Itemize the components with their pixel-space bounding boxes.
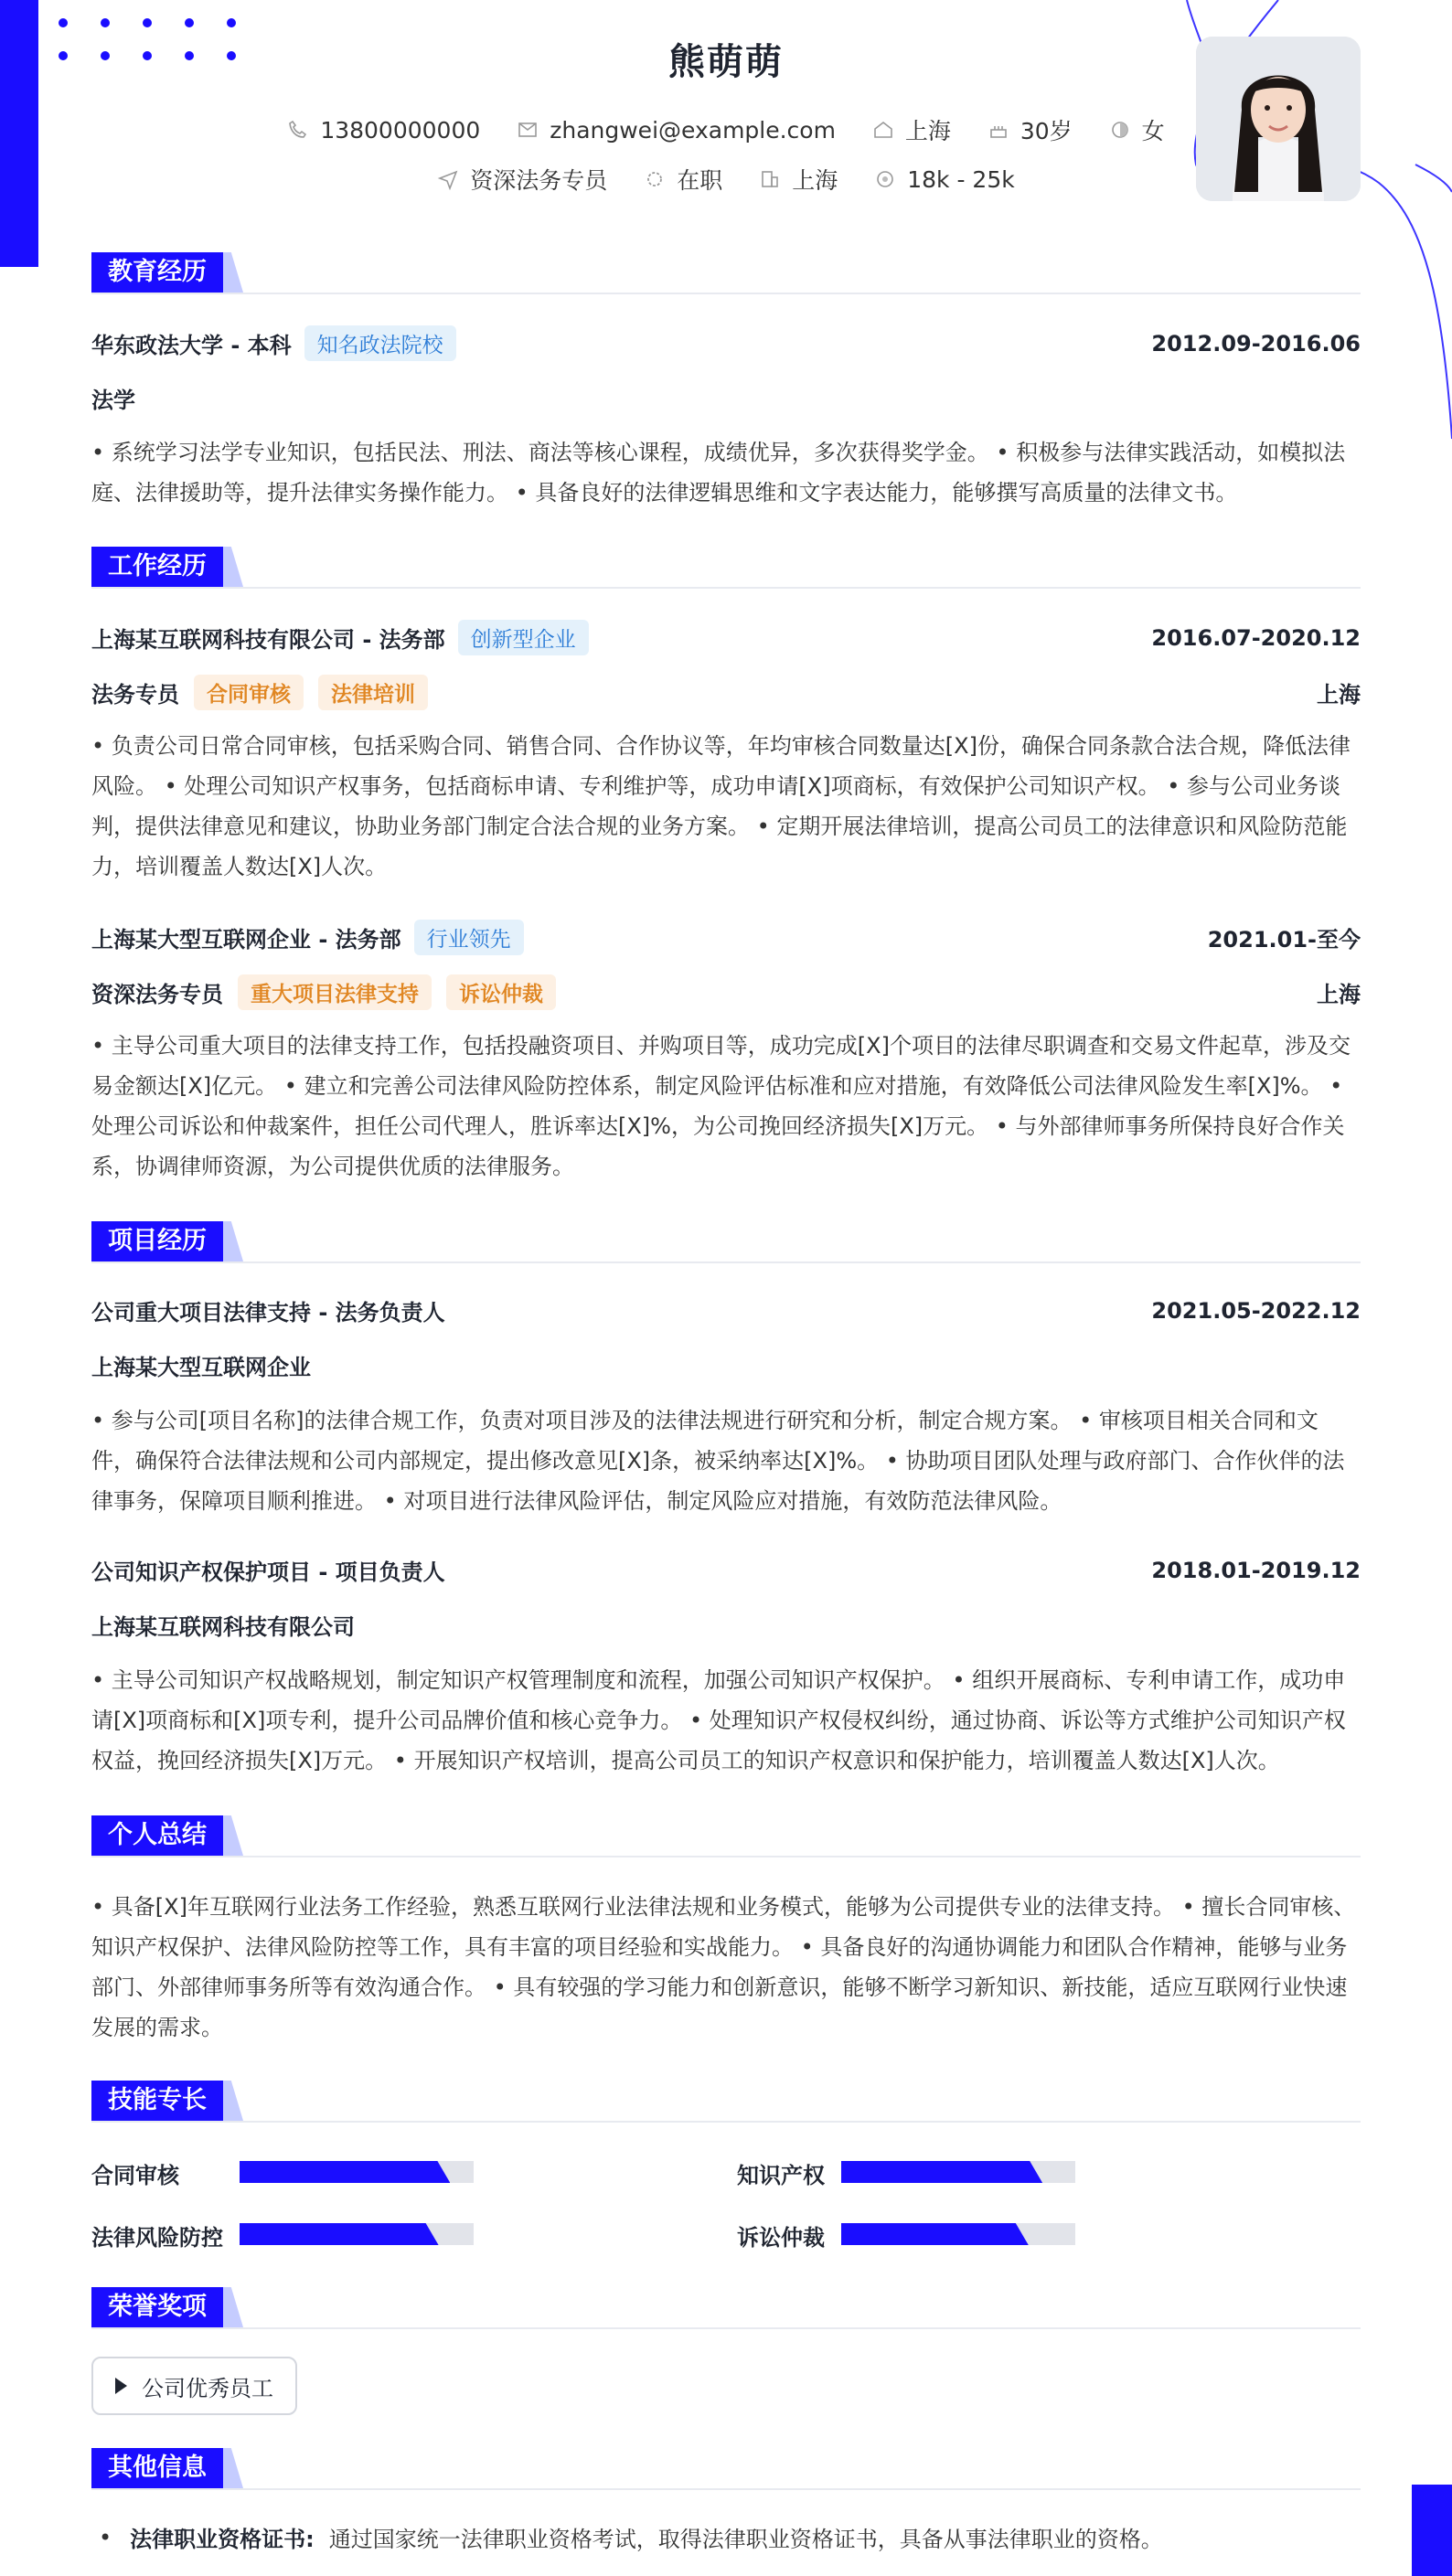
- work-2-header: [91, 920, 1361, 955]
- status-icon: [644, 168, 666, 190]
- section-divider: [91, 293, 1361, 294]
- gender-text: 女: [1141, 118, 1165, 144]
- project-date: 2021.05-2022.12: [1151, 1297, 1361, 1324]
- work-role: 法务专员: [91, 682, 179, 708]
- work-date: 2016.07-2020.12: [1151, 624, 1361, 651]
- skill-bar-fill: [240, 2161, 450, 2183]
- skill-bar-fill: [240, 2223, 439, 2245]
- skill-name: 知识产权: [737, 2163, 825, 2188]
- cake-icon: [988, 119, 1009, 141]
- project-title: 公司知识产权保护项目 - 项目负责人: [91, 1559, 445, 1585]
- work-2-description: • 主导公司重大项目的法律支持工作，包括投融资项目、并购项目等，成功完成[X]个项目的法律尽职调查和交易文件起草，涉及交易金额达[X]亿元。 • 建立和完善公司法律风险防控体系，制定风险评估标准和应对措施，有效降低公司法律风险发生率[X]%。 • 处理公司诉讼和仲裁案件，担任公司代理人，胜诉率达[X]%，为公司挽回经济损失[X]万元。 • 与外部律师事务所保持良好合作关系，协调律师资源，为公司提供优质的法律服务。: [91, 1033, 1351, 1179]
- email-text: zhangwei@example.com: [550, 116, 836, 144]
- school-tag: 知名政法院校: [304, 325, 456, 361]
- work-date: 2021.01-至今: [1207, 927, 1361, 953]
- phone-icon: [287, 119, 309, 141]
- honor-item: [91, 2357, 297, 2415]
- phone-item: [287, 117, 480, 144]
- role-tag: 重大项目法律支持: [238, 974, 432, 1010]
- education-description: • 系统学习法学专业知识，包括民法、刑法、商法等核心课程，成绩优异，多次获得奖学金。 • 积极参与法律实践活动，如模拟法庭、法律援助等，提升法律实务操作能力。 • 具备良好的法律逻辑思维和文字表达能力，能够撰写高质量的法律文书。: [91, 440, 1346, 506]
- project-1-org-row: [91, 1349, 1361, 1381]
- project-date: 2018.01-2019.12: [1151, 1557, 1361, 1583]
- project-2-org-row: [91, 1609, 1361, 1641]
- phone-text: 13800000000: [320, 116, 481, 144]
- skill-bar: [240, 2223, 474, 2245]
- education-major-row: [91, 382, 1361, 414]
- avatar: [1196, 37, 1361, 201]
- project-1-description: • 参与公司[项目名称]的法律合规工作，负责对项目涉及的法律法规进行研究和分析，制定合规方案。 • 审核项目相关合同和文件，确保符合法律法规和公司内部规定，提出修改意见[X]条，被采纳率达[X]%。 • 协助项目团队处理与政府部门、合作伙伴的法律事务，保障项目顺利推进。 • 对项目进行法律风险评估，制定风险应对措施，有效防范法律风险。: [91, 1408, 1345, 1514]
- project-org: 上海某大型互联网企业: [91, 1355, 311, 1380]
- target-city-item: [759, 163, 838, 196]
- section-divider: [91, 2488, 1361, 2490]
- company-tag: 行业领先: [414, 920, 524, 955]
- work-company: 上海某大型互联网企业 - 法务部: [91, 927, 401, 953]
- target-city-text: 上海: [792, 167, 838, 194]
- position-text: 资深法务专员: [470, 167, 608, 194]
- project-1-header: [91, 1294, 1361, 1326]
- mail-icon: [517, 119, 539, 141]
- position-item: [437, 163, 607, 196]
- work-city: 上海: [1317, 682, 1361, 708]
- skill-bar: [240, 2161, 474, 2183]
- skill-bar: [841, 2161, 1075, 2183]
- school-name: 华东政法大学 - 本科: [91, 333, 292, 358]
- age-item: [988, 113, 1073, 146]
- salary-icon: [874, 168, 896, 190]
- project-title: 公司重大项目法律支持 - 法务负责人: [91, 1300, 445, 1325]
- skill-name: 诉讼仲裁: [737, 2225, 825, 2251]
- education-major: 法学: [91, 388, 135, 413]
- skill-bar: [841, 2223, 1075, 2245]
- candidate-name: 熊萌萌: [668, 41, 784, 83]
- section-other-title: 其他信息: [91, 2448, 243, 2488]
- section-divider: [91, 2327, 1361, 2329]
- section-work-title: 工作经历: [91, 547, 243, 587]
- project-2-header: [91, 1554, 1361, 1586]
- work-1-role-row: [91, 675, 1361, 710]
- bullet-icon: •: [99, 2524, 112, 2550]
- status-item: [644, 163, 722, 196]
- section-divider: [91, 587, 1361, 589]
- other-text: 通过国家统一法律职业资格考试，取得法律职业资格证书，具备从事法律职业的资格。: [328, 2527, 1163, 2552]
- section-projects-title: 项目经历: [91, 1221, 243, 1261]
- work-2-role-row: [91, 974, 1361, 1010]
- building-icon: [759, 168, 781, 190]
- work-city: 上海: [1317, 982, 1361, 1007]
- role-tag: 法律培训: [318, 675, 428, 710]
- section-honors-title: 荣誉奖项: [91, 2287, 243, 2327]
- home-icon: [872, 119, 894, 141]
- section-divider: [91, 1261, 1361, 1263]
- project-org: 上海某互联网科技有限公司: [91, 1614, 355, 1640]
- other-label: 法律职业资格证书:: [130, 2527, 315, 2552]
- section-education-title: 教育经历: [91, 252, 243, 293]
- education-header: [91, 325, 1361, 361]
- status-text: 在职: [677, 167, 723, 194]
- send-icon: [437, 168, 459, 190]
- location-text: 上海: [904, 118, 951, 144]
- email-item: [517, 117, 836, 144]
- avatar-portrait: [1196, 37, 1361, 201]
- gender-icon: [1109, 119, 1131, 141]
- section-divider: [91, 2121, 1361, 2123]
- work-role: 资深法务专员: [91, 982, 223, 1007]
- honor-text: 公司优秀员工: [142, 2375, 273, 2401]
- company-tag: 创新型企业: [458, 620, 589, 655]
- skill-bar-fill: [841, 2161, 1042, 2183]
- role-tag: 合同审核: [194, 675, 304, 710]
- work-1-header: [91, 620, 1361, 655]
- project-2-description: • 主导公司知识产权战略规划，制定知识产权管理制度和流程，加强公司知识产权保护。 • 组织开展商标、专利申请工作，成功申请[X]项商标和[X]项专利，提升公司品牌价值和核心竞争力。 • 处理知识产权侵权纠纷，通过协商、诉讼等方式维护公司知识产权权益，挽回经济损失[X]万元。 • 开展知识产权培训，提高公司员工的知识产权意识和保护能力，培训覆盖人数达[X]人次。: [91, 1667, 1346, 1773]
- education-date: 2012.09-2016.06: [1151, 330, 1361, 357]
- skill-name: 合同审核: [91, 2163, 179, 2188]
- skill-name: 法律风险防控: [91, 2225, 223, 2251]
- role-tag: 诉讼仲裁: [446, 974, 556, 1010]
- skill-bar-fill: [841, 2223, 1029, 2245]
- age-text: 30岁: [1020, 118, 1073, 144]
- work-company: 上海某互联网科技有限公司 - 法务部: [91, 627, 445, 653]
- other-item: [99, 2521, 1163, 2553]
- gender-item: [1109, 113, 1165, 146]
- work-1-description: • 负责公司日常合同审核，包括采购合同、销售合同、合作协议等，年均审核合同数量达[X]份，确保合同条款合法合规，降低法律风险。 • 处理公司知识产权事务，包括商标申请、专利维护等，成功申请[X]项商标，有效保护公司知识产权。 • 参与公司业务谈判，提供法律意见和建议，协助业务部门制定合法合规的业务方案。 • 定期开展法律培训，提高公司员工的法律意识和风险防范能力，培训覆盖人数达[X]人次。: [91, 733, 1351, 879]
- salary-text: 18k - 25k: [907, 165, 1015, 193]
- decor-corner-block: [1412, 2485, 1452, 2576]
- location-item: [872, 113, 951, 146]
- section-divider: [91, 1856, 1361, 1857]
- section-skills-title: 技能专长: [91, 2081, 243, 2121]
- play-icon: [115, 2378, 127, 2394]
- section-summary-title: 个人总结: [91, 1815, 243, 1856]
- salary-item: [874, 166, 1015, 193]
- summary-text: • 具备[X]年互联网行业法务工作经验，熟悉互联网行业法律法规和业务模式，能够为公司提供专业的法律支持。 • 擅长合同审核、知识产权保护、法律风险防控等工作，具有丰富的项目经验和实战能力。 • 具备良好的沟通协调能力和团队合作精神，能够与业务部门、外部律师事务所等有效沟通合作。 • 具有较强的学习能力和创新意识，能够不断学习新知识、新技能，适应互联网行业快速发展的需求。: [91, 1894, 1356, 2040]
